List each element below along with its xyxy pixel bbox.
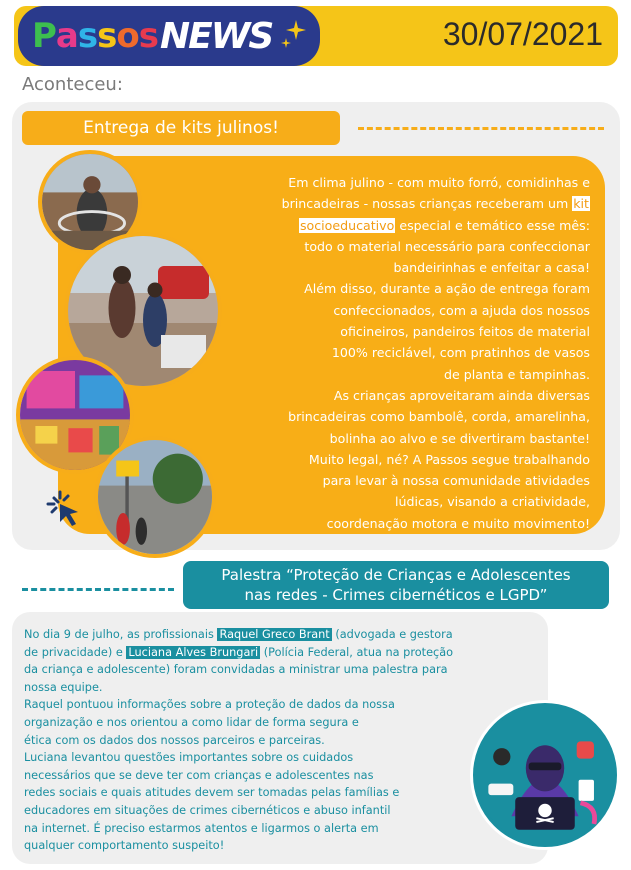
sparkle-icon [278,18,308,52]
kits-title: Entrega de kits julinos! [22,111,340,145]
cursor-click-icon [44,488,88,532]
logo-passos: Passos [32,16,158,56]
dashed-divider [358,127,604,130]
palestra-body-text: No dia 9 de julho, as profissionais Raquel Greco Brant (advogada e gestora de privacidade) e Luciana Alves Brungari (Polícia Federal, atua na proteção da criança e adolescente) foram convidadas a ministrar uma palestra para nossa equipe. Raquel pontuou informações sobre a proteção de dados da nossa organização e nos orientou a como lidar de forma segura e ética com os dados dos nossos parceiros e parceiras. Luciana levantou questões importantes sobre os cuidados necessários que se deve ter com crianças e adolescentes nas redes sociais e quais atitudes devem ser tomadas pelas famílias e educadores em situações de crimes cibernéticos e abuso infantil na internet. É preciso estarmos atentos e ligarmos o alerta em qualquer comportamento suspeito! [24,628,454,853]
hacker-illustration [470,700,620,850]
palestra-title [183,561,609,609]
speaker-luciana: Luciana Alves Brungari [128,645,259,659]
palestra-title-line-1: Palestra “Proteção de Crianças e Adolescentes [221,566,571,584]
highlight-socioeducativo: socioeducativo [299,217,395,233]
logo-news: NEWS [159,15,273,57]
photo-street [94,436,216,558]
dashed-divider-teal [22,588,174,591]
issue-date: 30/07/2021 [442,16,603,52]
palestra-title-line-2: nas redes - Crimes cibernéticos e LGPD” [244,586,548,604]
passos-news-logo [18,6,320,66]
highlight-kit: kit [573,196,589,212]
kits-body-text: Em clima julino - com muito forró, comidinhas e brincadeiras - nossas crianças receberam um kit socioeducativo especial e temático esse mês: todo o material necessário para confeccionar bandeirinhas e enfeitar a casa! Além disso, durante a ação de entrega foram confeccionados, com a ajuda dos nossos oficineiros, pandeiros feitos de material 100% reciclável, com pratinhos de vasos de planta e tampinhas. As crianças aproveitaram ainda diversas brincadeiras como bambolê, corda, amarelinha, bolinha ao alvo e se divertiram bastante! Muito legal, né? A Passos segue trabalhando para levar à nossa comunidade atividades lúdicas, visando a criatividade, coordenação motora e muito movimento! [281,175,590,531]
speaker-raquel: Raquel Greco Brant [219,628,330,641]
section-label: Aconteceu: [22,74,123,95]
